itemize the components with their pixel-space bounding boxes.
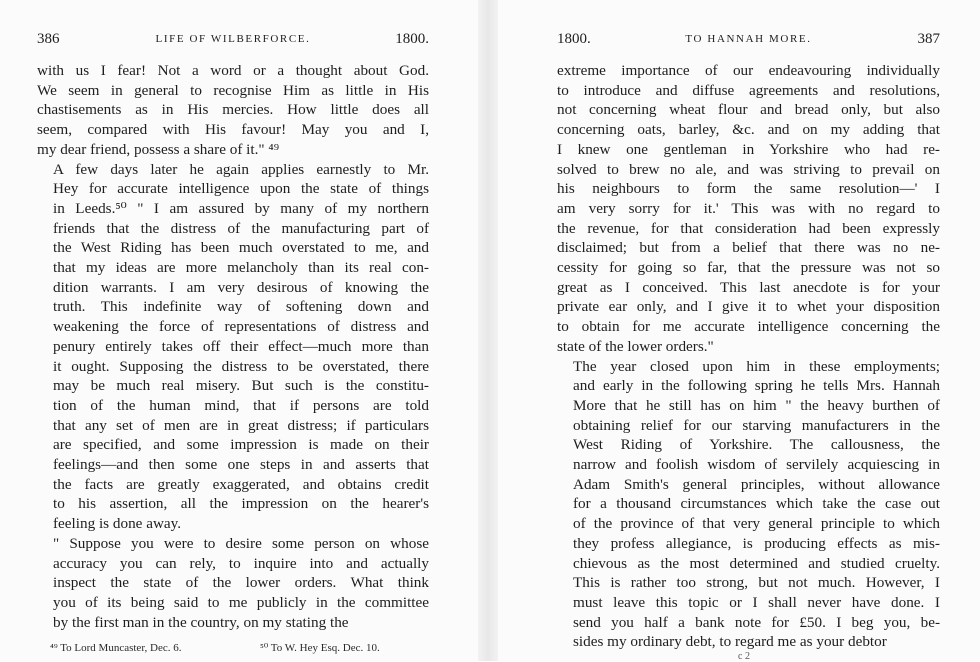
text-line: they profess allegiance, is producing effects as mis- <box>573 534 940 552</box>
text-line: private ear only, and I give it to whet your disposition <box>557 298 940 316</box>
text-line: concerning oats, barley, &c. and on my adding that <box>557 121 940 139</box>
text-line: feeling is done away. <box>53 515 182 533</box>
text-line: Adam Smith's general principles, without allowance <box>573 475 940 493</box>
page-number: 386 <box>37 31 60 47</box>
text-line: by the first man in the country, on my stating the <box>53 613 349 631</box>
text-line: " Suppose you were to desire some person on whose <box>53 534 429 552</box>
text-line: truth. This indefinite way of softening down and <box>53 298 429 316</box>
text-line: obtaining relief for our starving manufacturers in the <box>573 416 940 434</box>
text-line: inspect the state of the lower orders. What think <box>53 574 429 592</box>
text-line: chievous as the most determined and studied cruelty. <box>573 554 940 572</box>
right-page-header <box>557 28 940 50</box>
text-line: great as I conceived. This last anecdote is for your <box>557 278 940 296</box>
text-line: that any set of men are in great distress; if particulars <box>53 416 429 434</box>
text-line: am very sorry for it.' This was with no regard to <box>557 199 940 217</box>
text-line: state of the lower orders." <box>557 337 714 355</box>
header-year: 1800. <box>557 31 591 47</box>
text-line: Hey for accurate intelligence upon the state of things <box>53 180 429 198</box>
left-page-body <box>37 61 429 632</box>
page-number: 387 <box>917 31 940 47</box>
signature-mark: c 2 <box>738 651 750 662</box>
text-line: to obtain for me accurate intelligence concerning the <box>557 318 940 336</box>
text-line: may be much real misery. But such is the constitu- <box>53 377 429 395</box>
text-line: must leave this topic or I shall never have done. I <box>573 593 940 611</box>
text-line: to introduce and diffuse agreements and resolutions, <box>557 81 940 99</box>
text-line: in Leeds.⁵⁰ " I am assured by many of my northern <box>53 199 429 217</box>
text-line: chastisements as in His mercies. How little does all <box>37 101 429 119</box>
text-line: the West Riding has been much overstated to me, and <box>53 239 429 257</box>
footnote: ⁴⁹ To Lord Muncaster, Dec. 6. <box>50 642 182 654</box>
text-line: A few days later he again applies earnestly to Mr. <box>53 160 429 178</box>
text-line: disclaimed; but from a belief that there was no ne- <box>557 239 940 257</box>
text-line: of the province of that very general principle to which <box>573 515 940 533</box>
header-year: 1800. <box>395 31 429 47</box>
text-line: his neighbours to form the same resolution—' I <box>557 180 940 198</box>
text-line: my dear friend, possess a share of it." ⁴⁹ <box>37 140 280 158</box>
running-title: TO HANNAH MORE. <box>685 33 812 45</box>
text-line: narrow and foolish wisdom of servilely acquiescing in <box>573 456 940 474</box>
text-line: weakening the force of representations of distress and <box>53 318 429 336</box>
text-line: it ought. Supposing the distress to be overstated, there <box>53 357 429 375</box>
text-line: are specified, and some impression is made on their <box>53 436 429 454</box>
text-line: solved to brew no ale, and was striving to prevail on <box>557 160 940 178</box>
text-line: feelings—and then some one steps in and asserts that <box>53 456 429 474</box>
text-line: penury entirely takes off their effect—much more than <box>53 337 429 355</box>
paragraph <box>557 357 940 653</box>
left-page <box>0 0 478 661</box>
text-line: send you half a bank note for £50. I beg you, be- <box>573 613 940 631</box>
text-line: not concerning wheat flour and bread only, but also <box>557 101 940 119</box>
text-line: More that he still has on him " the heavy burthen of <box>573 396 940 414</box>
text-line: cessity for going so far, that the pressure was not so <box>557 259 940 277</box>
text-line: tion of the human mind, that if persons are told <box>53 396 429 414</box>
text-line: The year closed upon him in these employments; <box>573 357 940 375</box>
right-page <box>498 0 980 661</box>
text-line: sides my ordinary debt, to regard me as your debtor <box>573 633 887 651</box>
text-line: I knew one gentleman in Yorkshire who had re- <box>557 140 940 158</box>
text-line: and early in the following spring he tells Mrs. Hannah <box>573 377 940 395</box>
footnote: ⁵⁰ To W. Hey Esq. Dec. 10. <box>260 642 380 654</box>
text-line: the revenue, for that consideration had been expressly <box>557 219 940 237</box>
text-line: to his assertion, all the impression on the hearer's <box>53 495 429 513</box>
text-line: you of its being said to me publicly in the committee <box>53 593 429 611</box>
text-line: for a thousand circumstances which take the case out <box>573 495 940 513</box>
running-title: LIFE OF WILBERFORCE. <box>155 33 311 45</box>
left-page-header <box>37 28 429 50</box>
paragraph <box>557 61 940 357</box>
text-line: the facts are greatly exaggerated, and obtains credit <box>53 475 429 493</box>
text-line: extreme importance of our endeavouring individually <box>557 62 940 79</box>
text-line: friends that the distress of the manufacturing part of <box>53 219 429 237</box>
paragraph <box>37 61 429 160</box>
paragraph <box>37 160 429 534</box>
book-gutter <box>478 0 498 661</box>
text-line: We seem in general to recognise Him as little in His <box>37 81 429 99</box>
paragraph <box>37 534 429 633</box>
text-line: with us I fear! Not a word or a thought about God. <box>37 62 429 79</box>
text-line: West Riding of Yorkshire. The callousness, the <box>573 436 940 454</box>
text-line: that my ideas are more melancholy than its real con- <box>53 259 429 277</box>
text-line: accuracy you can rely, to inquire into and actually <box>53 554 429 572</box>
text-line: This is rather too strong, but not much. However, I <box>573 574 940 592</box>
right-page-body <box>557 61 940 652</box>
text-line: seem, compared with His favour! May you and I, <box>37 121 429 139</box>
text-line: dition warrants. I am very desirous of knowing the <box>53 278 429 296</box>
